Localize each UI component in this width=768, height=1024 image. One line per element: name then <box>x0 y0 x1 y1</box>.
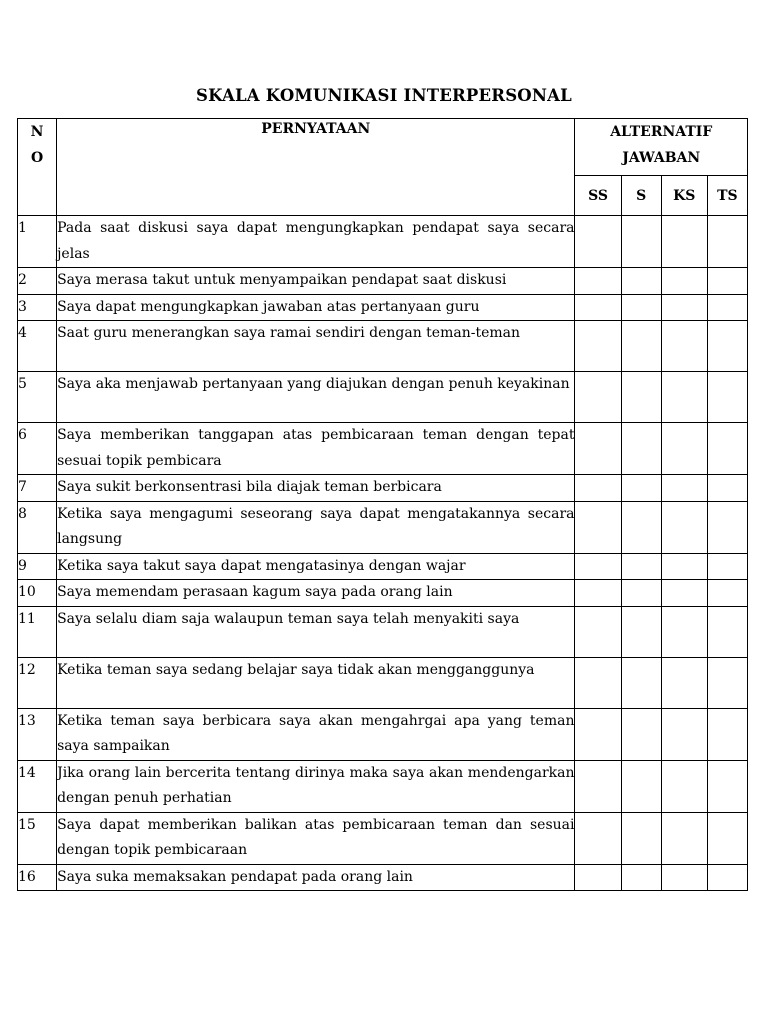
row-statement: Saya selalu diam saja walaupun teman saya telah menyakiti saya <box>57 606 575 657</box>
answer-cell-ts[interactable] <box>707 268 747 295</box>
answer-cell-ts[interactable] <box>707 321 747 372</box>
answer-cell-ks[interactable] <box>661 268 707 295</box>
row-number: 16 <box>18 864 57 891</box>
header-option-ks: KS <box>661 176 707 216</box>
table-row <box>18 294 748 321</box>
table-row <box>18 606 748 657</box>
row-statement: Saat guru menerangkan saya ramai sendiri dengan teman-teman <box>57 321 575 372</box>
answer-cell-ks[interactable] <box>661 294 707 321</box>
table-row <box>18 268 748 295</box>
row-number: 1 <box>18 216 57 268</box>
answer-cell-ts[interactable] <box>707 606 747 657</box>
answer-cell-s[interactable] <box>621 294 661 321</box>
answer-cell-s[interactable] <box>621 268 661 295</box>
row-statement: Saya suka memaksakan pendapat pada orang lain <box>57 864 575 891</box>
row-number: 4 <box>18 321 57 372</box>
answer-cell-ks[interactable] <box>661 501 707 553</box>
answer-cell-ss[interactable] <box>575 553 621 580</box>
header-option-ss: SS <box>575 176 621 216</box>
answer-cell-ks[interactable] <box>661 553 707 580</box>
answer-cell-ts[interactable] <box>707 294 747 321</box>
answer-cell-ks[interactable] <box>661 606 707 657</box>
answer-cell-s[interactable] <box>621 606 661 657</box>
answer-cell-ks[interactable] <box>661 864 707 891</box>
answer-cell-s[interactable] <box>621 321 661 372</box>
answer-cell-ts[interactable] <box>707 475 747 502</box>
row-statement: Saya dapat mengungkapkan jawaban atas pertanyaan guru <box>57 294 575 321</box>
header-option-s: S <box>621 176 661 216</box>
header-no-line1: N <box>30 124 44 140</box>
answer-cell-ts[interactable] <box>707 501 747 553</box>
table-row <box>18 372 748 423</box>
row-statement: Ketika saya mengagumi seseorang saya dapat mengatakannya secara langsung <box>57 501 575 553</box>
row-number: 12 <box>18 657 57 708</box>
questionnaire-table <box>17 118 748 891</box>
answer-cell-ts[interactable] <box>707 216 747 268</box>
answer-cell-ts[interactable] <box>707 812 747 864</box>
answer-cell-ts[interactable] <box>707 553 747 580</box>
header-no <box>18 119 57 216</box>
header-alt-line1: ALTERNATIF <box>610 124 713 140</box>
row-number: 13 <box>18 708 57 760</box>
answer-cell-ts[interactable] <box>707 372 747 423</box>
table-row <box>18 423 748 475</box>
answer-cell-ss[interactable] <box>575 501 621 553</box>
answer-cell-ss[interactable] <box>575 580 621 607</box>
answer-cell-ss[interactable] <box>575 812 621 864</box>
header-alt-line2: JAWABAN <box>622 150 701 166</box>
table-row <box>18 812 748 864</box>
row-number: 10 <box>18 580 57 607</box>
answer-cell-s[interactable] <box>621 501 661 553</box>
row-number: 5 <box>18 372 57 423</box>
row-statement: Saya aka menjawab pertanyaan yang diajukan dengan penuh keyakinan <box>57 372 575 423</box>
row-number: 8 <box>18 501 57 553</box>
answer-cell-ks[interactable] <box>661 423 707 475</box>
answer-cell-ks[interactable] <box>661 216 707 268</box>
table-row <box>18 553 748 580</box>
header-no-line2: O <box>30 150 44 166</box>
row-number: 6 <box>18 423 57 475</box>
answer-cell-ss[interactable] <box>575 864 621 891</box>
table-row <box>18 216 748 268</box>
answer-cell-s[interactable] <box>621 657 661 708</box>
answer-cell-s[interactable] <box>621 760 661 812</box>
answer-cell-ks[interactable] <box>661 321 707 372</box>
row-statement: Saya sukit berkonsentrasi bila diajak teman berbicara <box>57 475 575 502</box>
answer-cell-ss[interactable] <box>575 294 621 321</box>
answer-cell-s[interactable] <box>621 423 661 475</box>
document-title: SKALA KOMUNIKASI INTERPERSONAL <box>196 86 572 105</box>
table-row <box>18 475 748 502</box>
answer-cell-ks[interactable] <box>661 580 707 607</box>
row-number: 2 <box>18 268 57 295</box>
answer-cell-ks[interactable] <box>661 475 707 502</box>
answer-cell-ts[interactable] <box>707 708 747 760</box>
answer-cell-ss[interactable] <box>575 760 621 812</box>
answer-cell-ts[interactable] <box>707 864 747 891</box>
row-number: 3 <box>18 294 57 321</box>
answer-cell-ss[interactable] <box>575 475 621 502</box>
questionnaire-body <box>18 216 748 891</box>
answer-cell-s[interactable] <box>621 553 661 580</box>
row-number: 15 <box>18 812 57 864</box>
table-row <box>18 580 748 607</box>
answer-cell-ss[interactable] <box>575 423 621 475</box>
answer-cell-s[interactable] <box>621 812 661 864</box>
answer-cell-s[interactable] <box>621 864 661 891</box>
table-row <box>18 864 748 891</box>
answer-cell-ss[interactable] <box>575 268 621 295</box>
row-statement: Saya memendam perasaan kagum saya pada orang lain <box>57 580 575 607</box>
row-number: 14 <box>18 760 57 812</box>
table-row <box>18 321 748 372</box>
answer-cell-ts[interactable] <box>707 423 747 475</box>
row-statement: Jika orang lain bercerita tentang dirinya maka saya akan mendengarkan dengan penuh perhatian <box>57 760 575 812</box>
answer-cell-ss[interactable] <box>575 372 621 423</box>
answer-cell-ks[interactable] <box>661 812 707 864</box>
row-statement: Ketika teman saya sedang belajar saya tidak akan mengganggunya <box>57 657 575 708</box>
table-row <box>18 657 748 708</box>
answer-cell-ss[interactable] <box>575 606 621 657</box>
row-statement: Ketika saya takut saya dapat mengatasinya dengan wajar <box>57 553 575 580</box>
answer-cell-ts[interactable] <box>707 657 747 708</box>
answer-cell-ks[interactable] <box>661 708 707 760</box>
answer-cell-s[interactable] <box>621 216 661 268</box>
row-statement: Ketika teman saya berbicara saya akan mengahrgai apa yang teman saya sampaikan <box>57 708 575 760</box>
row-statement: Saya dapat memberikan balikan atas pembicaraan teman dan sesuai dengan topik pembicaraan <box>57 812 575 864</box>
row-number: 11 <box>18 606 57 657</box>
answer-cell-ss[interactable] <box>575 708 621 760</box>
answer-cell-s[interactable] <box>621 475 661 502</box>
answer-cell-ss[interactable] <box>575 321 621 372</box>
answer-cell-s[interactable] <box>621 708 661 760</box>
answer-cell-ts[interactable] <box>707 760 747 812</box>
answer-cell-ss[interactable] <box>575 657 621 708</box>
table-row <box>18 501 748 553</box>
answer-cell-s[interactable] <box>621 580 661 607</box>
table-row <box>18 760 748 812</box>
answer-cell-ts[interactable] <box>707 580 747 607</box>
row-number: 9 <box>18 553 57 580</box>
answer-cell-ks[interactable] <box>661 657 707 708</box>
answer-cell-ss[interactable] <box>575 216 621 268</box>
answer-cell-ks[interactable] <box>661 760 707 812</box>
answer-cell-ks[interactable] <box>661 372 707 423</box>
row-number: 7 <box>18 475 57 502</box>
table-row <box>18 708 748 760</box>
row-statement: Pada saat diskusi saya dapat mengungkapkan pendapat saya secara jelas <box>57 216 575 268</box>
answer-cell-s[interactable] <box>621 372 661 423</box>
row-statement: Saya merasa takut untuk menyampaikan pendapat saat diskusi <box>57 268 575 295</box>
header-option-ts: TS <box>707 176 747 216</box>
header-alternatives <box>575 119 748 176</box>
row-statement: Saya memberikan tanggapan atas pembicaraan teman dengan tepat sesuai topik pembicara <box>57 423 575 475</box>
header-statement: PERNYATAAN <box>57 119 575 216</box>
